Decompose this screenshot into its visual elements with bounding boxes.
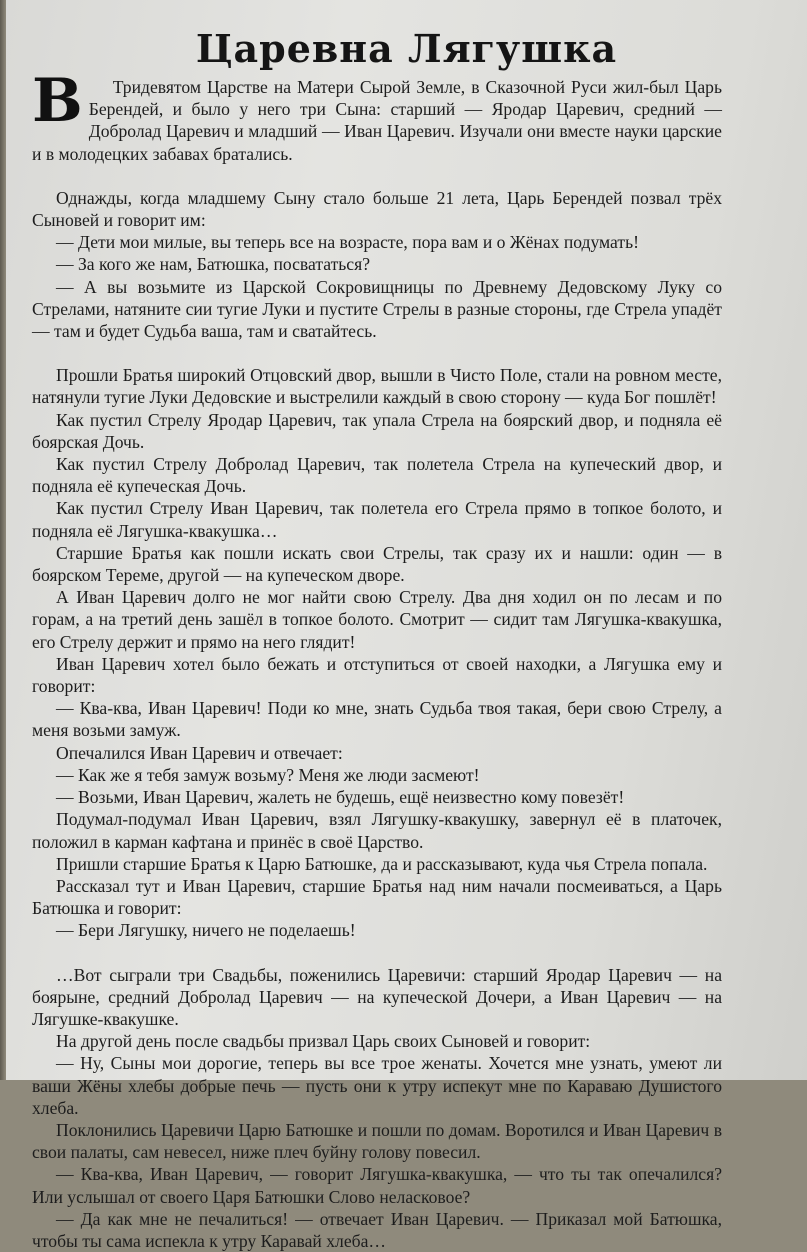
paragraph-19: Рассказал тут и Иван Царевич, старшие Братья над ним начали посмеиваться, а Царь Батюшка и говорит: <box>32 875 722 919</box>
paragraph-9: Как пустил Стрелу Иван Царевич, так полетела его Стрела прямо в топкое болото, и подняла её Лягушка-квакушка… <box>32 498 722 541</box>
drop-cap: В <box>32 66 83 136</box>
paragraph-14: Опечалился Иван Царевич и отвечает: <box>56 742 343 763</box>
paragraph-5: — А вы возьмите из Царской Сокровищницы по Древнему Дедовскому Луку со Стрелами, натяните сии тугие Луки и пустите Стрелы в разные стороны, где Стрела упадёт — там и будет Судьба ваша, там и сватайтесь. <box>32 276 722 342</box>
paragraph-24: Поклонились Царевичи Царю Батюшке и пошли по домам. Воротился и Иван Царевич в свои палаты, сам невесел, ниже плеч буйну голову повесил. <box>32 1119 722 1163</box>
paragraph-11: А Иван Царевич долго не мог найти свою Стрелу. Два дня ходил он по лесам и по горам, а на третий день зашёл в топкое болото. Смотрит — сидит там Лягушка-квакушка, его Стрелу держит и прямо на него глядит! <box>32 587 722 652</box>
paragraph-25: — Ква-ква, Иван Царевич, — говорит Лягушка-квакушка, — что ты так опечалился? Или услышал от своего Царя Батюшки Слово неласковое? <box>32 1164 722 1207</box>
story-text <box>32 66 722 1252</box>
book-binding-edge <box>0 0 6 1080</box>
paragraph-8: Как пустил Стрелу Добролад Царевич, так полетела Стрела на купеческий двор, и подняла её купеческая Дочь. <box>32 454 722 497</box>
paragraph-20: — Бери Лягушку, ничего не поделаешь! <box>56 920 356 941</box>
paragraph-18: Пришли старшие Братья к Царю Батюшке, да и рассказывают, куда чья Стрела попала. <box>56 853 708 874</box>
paragraph-21: …Вот сыграли три Свадьбы, поженились Царевичи: старший Ярoдар Царевич — на боярыне, средний Добролад Царевич — на купеческой Дочери, а Иван Царевич — на Лягушке-квакушке. <box>32 964 722 1029</box>
paragraph-10: Старшие Братья как пошли искать свои Стрелы, так сразу их и нашли: один — в боярском Тереме, другой — на купеческом дворе. <box>32 542 722 586</box>
paragraph-26: — Да как мне не печалиться! — отвечает Иван Царевич. — Приказал мой Батюшка, чтобы ты сама испекла к утру Каравай хлеба… <box>32 1208 722 1251</box>
paragraph-1: В Тридевятом Царстве на Матери Сырой Земле, в Сказочной Руси жил-был Царь Берендей, и было у него три Сына: старший — Ярoдар Царевич, средний — Добролад Царевич и младший — Иван Царевич. Изучали они вместе науки царские и в молодецких забавах братались. <box>32 76 722 165</box>
paragraph-15: — Как же я тебя замуж возьму? Меня же люди засмеют! <box>56 764 480 785</box>
paragraph-4: — За кого же нам, Батюшка, посвататься? <box>56 254 371 275</box>
paragraph-23: — Ну, Сыны мои дорогие, теперь вы все трое женаты. Хочется мне узнать, умеют ли ваши Жёны хлебы добрые печь — пусть они к утру испекут мне по Караваю Душистого хлеба. <box>32 1053 722 1118</box>
paragraph-12: Иван Царевич хотел было бежать и отступиться от своей находки, а Лягушка ему и говорит: <box>32 653 722 697</box>
paragraph-22: На другой день после свадьбы призвал Царь своих Сыновей и говорит: <box>56 1031 591 1052</box>
paragraph-7: Как пустил Стрелу Ярoдар Царевич, так упала Стрела на боярский двор, и подняла её боярская Дочь. <box>32 409 722 452</box>
page-title: Царевна Лягушка <box>195 26 618 71</box>
paragraph-13: — Ква-ква, Иван Царевич! Поди ко мне, знать Судьба твоя такая, бери свою Стрелу, а меня возьми замуж. <box>32 698 722 741</box>
paragraph-6: Прошли Братья широкий Отцовский двор, вышли в Чисто Поле, стали на ровном месте, натянули тугие Луки Дедовские и выстрелили каждый в свою сторону — куда Бог пошлёт! <box>32 365 722 408</box>
paragraph-16: — Возьми, Иван Царевич, жалеть не будешь, ещё неизвестно кому повезёт! <box>56 787 625 808</box>
paragraph-17: Подумал-подумал Иван Царевич, взял Лягушку-квакушку, завернул её в платочек, положил в карман кафтана и принёс в своё Царство. <box>32 809 722 852</box>
paragraph-3: — Дети мои милые, вы теперь все на возрасте, пора вам и о Жёнах подумать! <box>56 232 639 253</box>
book-page <box>6 0 807 1251</box>
paragraph-2: Однажды, когда младшему Сыну стало больше 21 лета, Царь Берендей позвал трёх Сыновей и говорит им: <box>32 187 722 231</box>
